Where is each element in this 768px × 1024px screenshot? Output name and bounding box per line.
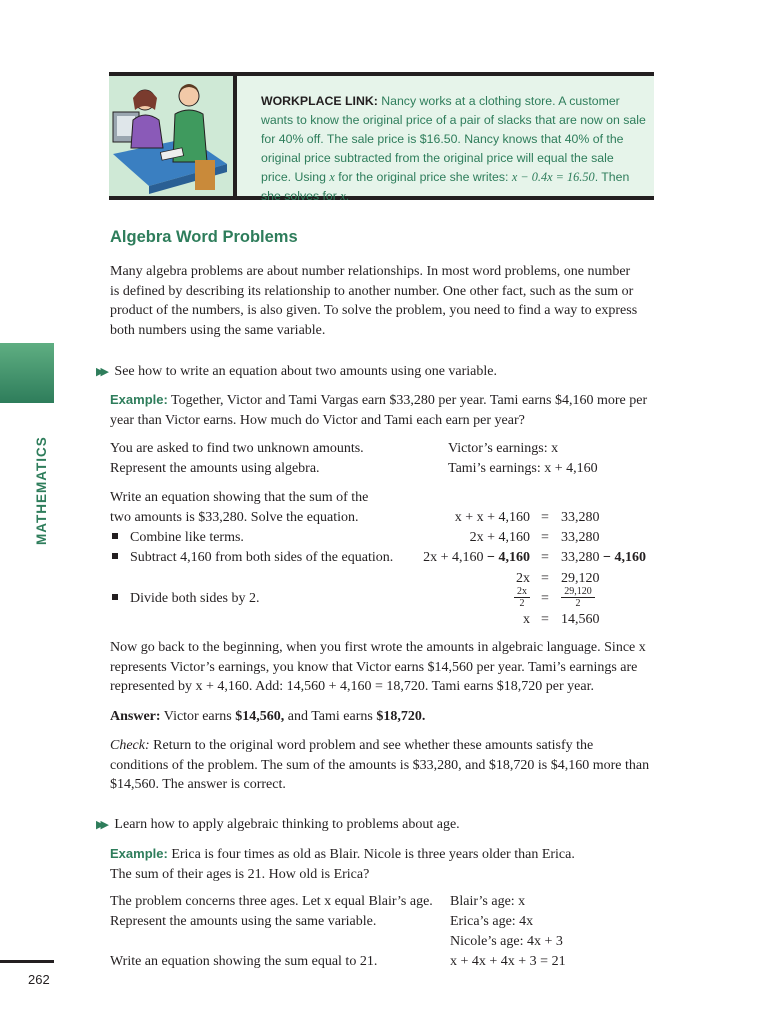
- page-number: 262: [28, 972, 50, 987]
- box-divider: [233, 76, 237, 196]
- equation-row-5-fraction: 2x 2 = 29,120 2: [0, 586, 768, 610]
- bullet-icon: [112, 533, 118, 539]
- workplace-link-text: WORKPLACE LINK: Nancy works at a clothing store. A customer wants to know the original price of a pair of slacks that are now on sale for 40% off. The sale price is $16.50. Nancy knows that 40% of the original price subtracted from the original price will equal the sale price. Using x for the original price she writes: x − 0.4x = 16.50. Then she solves for x.: [261, 94, 646, 203]
- pointer-line-1: ▶▶ See how to write an equation about two amounts using one variable.: [96, 364, 498, 379]
- age-left-3: Write an equation showing the sum equal to 21.: [110, 954, 378, 969]
- answer-line: Answer: Victor earns $14,560, and Tami earns $18,720.: [110, 709, 426, 724]
- footer-rule: [0, 960, 54, 963]
- bullet-subtract: Subtract 4,160 from both sides of the equation.: [112, 548, 393, 567]
- step1-left-1: You are asked to find two unknown amounts.: [110, 441, 364, 456]
- example-1: Example: Together, Victor and Tami Vargas earn $33,280 per year. Tami earns $4,160 more per year than Victor earns. How much do Victor and Tami each earn per year?: [110, 392, 648, 428]
- bullet-icon: [112, 553, 118, 559]
- intro-paragraph: Many algebra problems are about number relationships. In most word problems, one number is defined by describing its relationship to another number. One other fact, such as the sum or product of the numbers, is also given. To solve the problem, you need to find a way to express both numbers using the same variable.: [110, 264, 638, 338]
- bullet-divide: Divide both sides by 2.: [112, 589, 260, 608]
- age-left-2: Represent the amounts using the same variable.: [110, 914, 377, 929]
- age-right-1: Blair’s age: x: [450, 894, 526, 909]
- age-right-2: Erica’s age: 4x: [450, 914, 534, 929]
- example-2: Example: Erica is four times as old as Blair. Nicole is three years older than Erica. The sum of their ages is 21. How old is Erica?: [110, 846, 575, 882]
- step1-right-2: Tami’s earnings: x + 4,160: [448, 461, 598, 476]
- step2-left-2: two amounts is $33,280. Solve the equation.: [110, 510, 359, 525]
- step1-left-2: Represent the amounts using algebra.: [110, 461, 320, 476]
- step2-left-1: Write an equation showing that the sum of the: [110, 490, 369, 505]
- office-workers-illustration: [109, 76, 233, 196]
- workplace-link-label: WORKPLACE LINK:: [261, 94, 378, 108]
- double-arrow-icon: ▶▶: [96, 819, 105, 831]
- double-arrow-icon: ▶▶: [96, 366, 105, 378]
- section-title: Algebra Word Problems: [110, 228, 298, 246]
- check-paragraph: Check: Return to the original word problem and see whether these amounts satisfy the conditions of the problem. The sum of the amounts is $33,280, and $18,720 is $4,160 more than $14,560. The answer is correct.: [110, 738, 650, 792]
- age-right-4: x + 4x + 4x + 3 = 21: [450, 954, 566, 969]
- step1-right-1: Victor’s earnings: x: [448, 441, 559, 456]
- followup-paragraph: Now go back to the beginning, when you first wrote the amounts in algebraic language. Since x represents Victor’s earnings, you know that Victor earns $14,560 per year. Tami’s earnings are represented by x + 4,160. Add: 14,560 + 4,160 = 18,720. Tami earns $18,720 per year.: [110, 640, 646, 694]
- age-right-3: Nicole’s age: 4x + 3: [450, 934, 563, 949]
- side-section-label: MATHEMATICS: [34, 436, 49, 545]
- pointer-line-2: ▶▶ Learn how to apply algebraic thinking to problems about age.: [96, 817, 460, 832]
- bullet-combine: Combine like terms.: [112, 528, 244, 547]
- workplace-link-box: [109, 72, 654, 203]
- age-left-1: The problem concerns three ages. Let x equal Blair’s age.: [110, 894, 433, 909]
- side-tab-bar: [0, 343, 54, 403]
